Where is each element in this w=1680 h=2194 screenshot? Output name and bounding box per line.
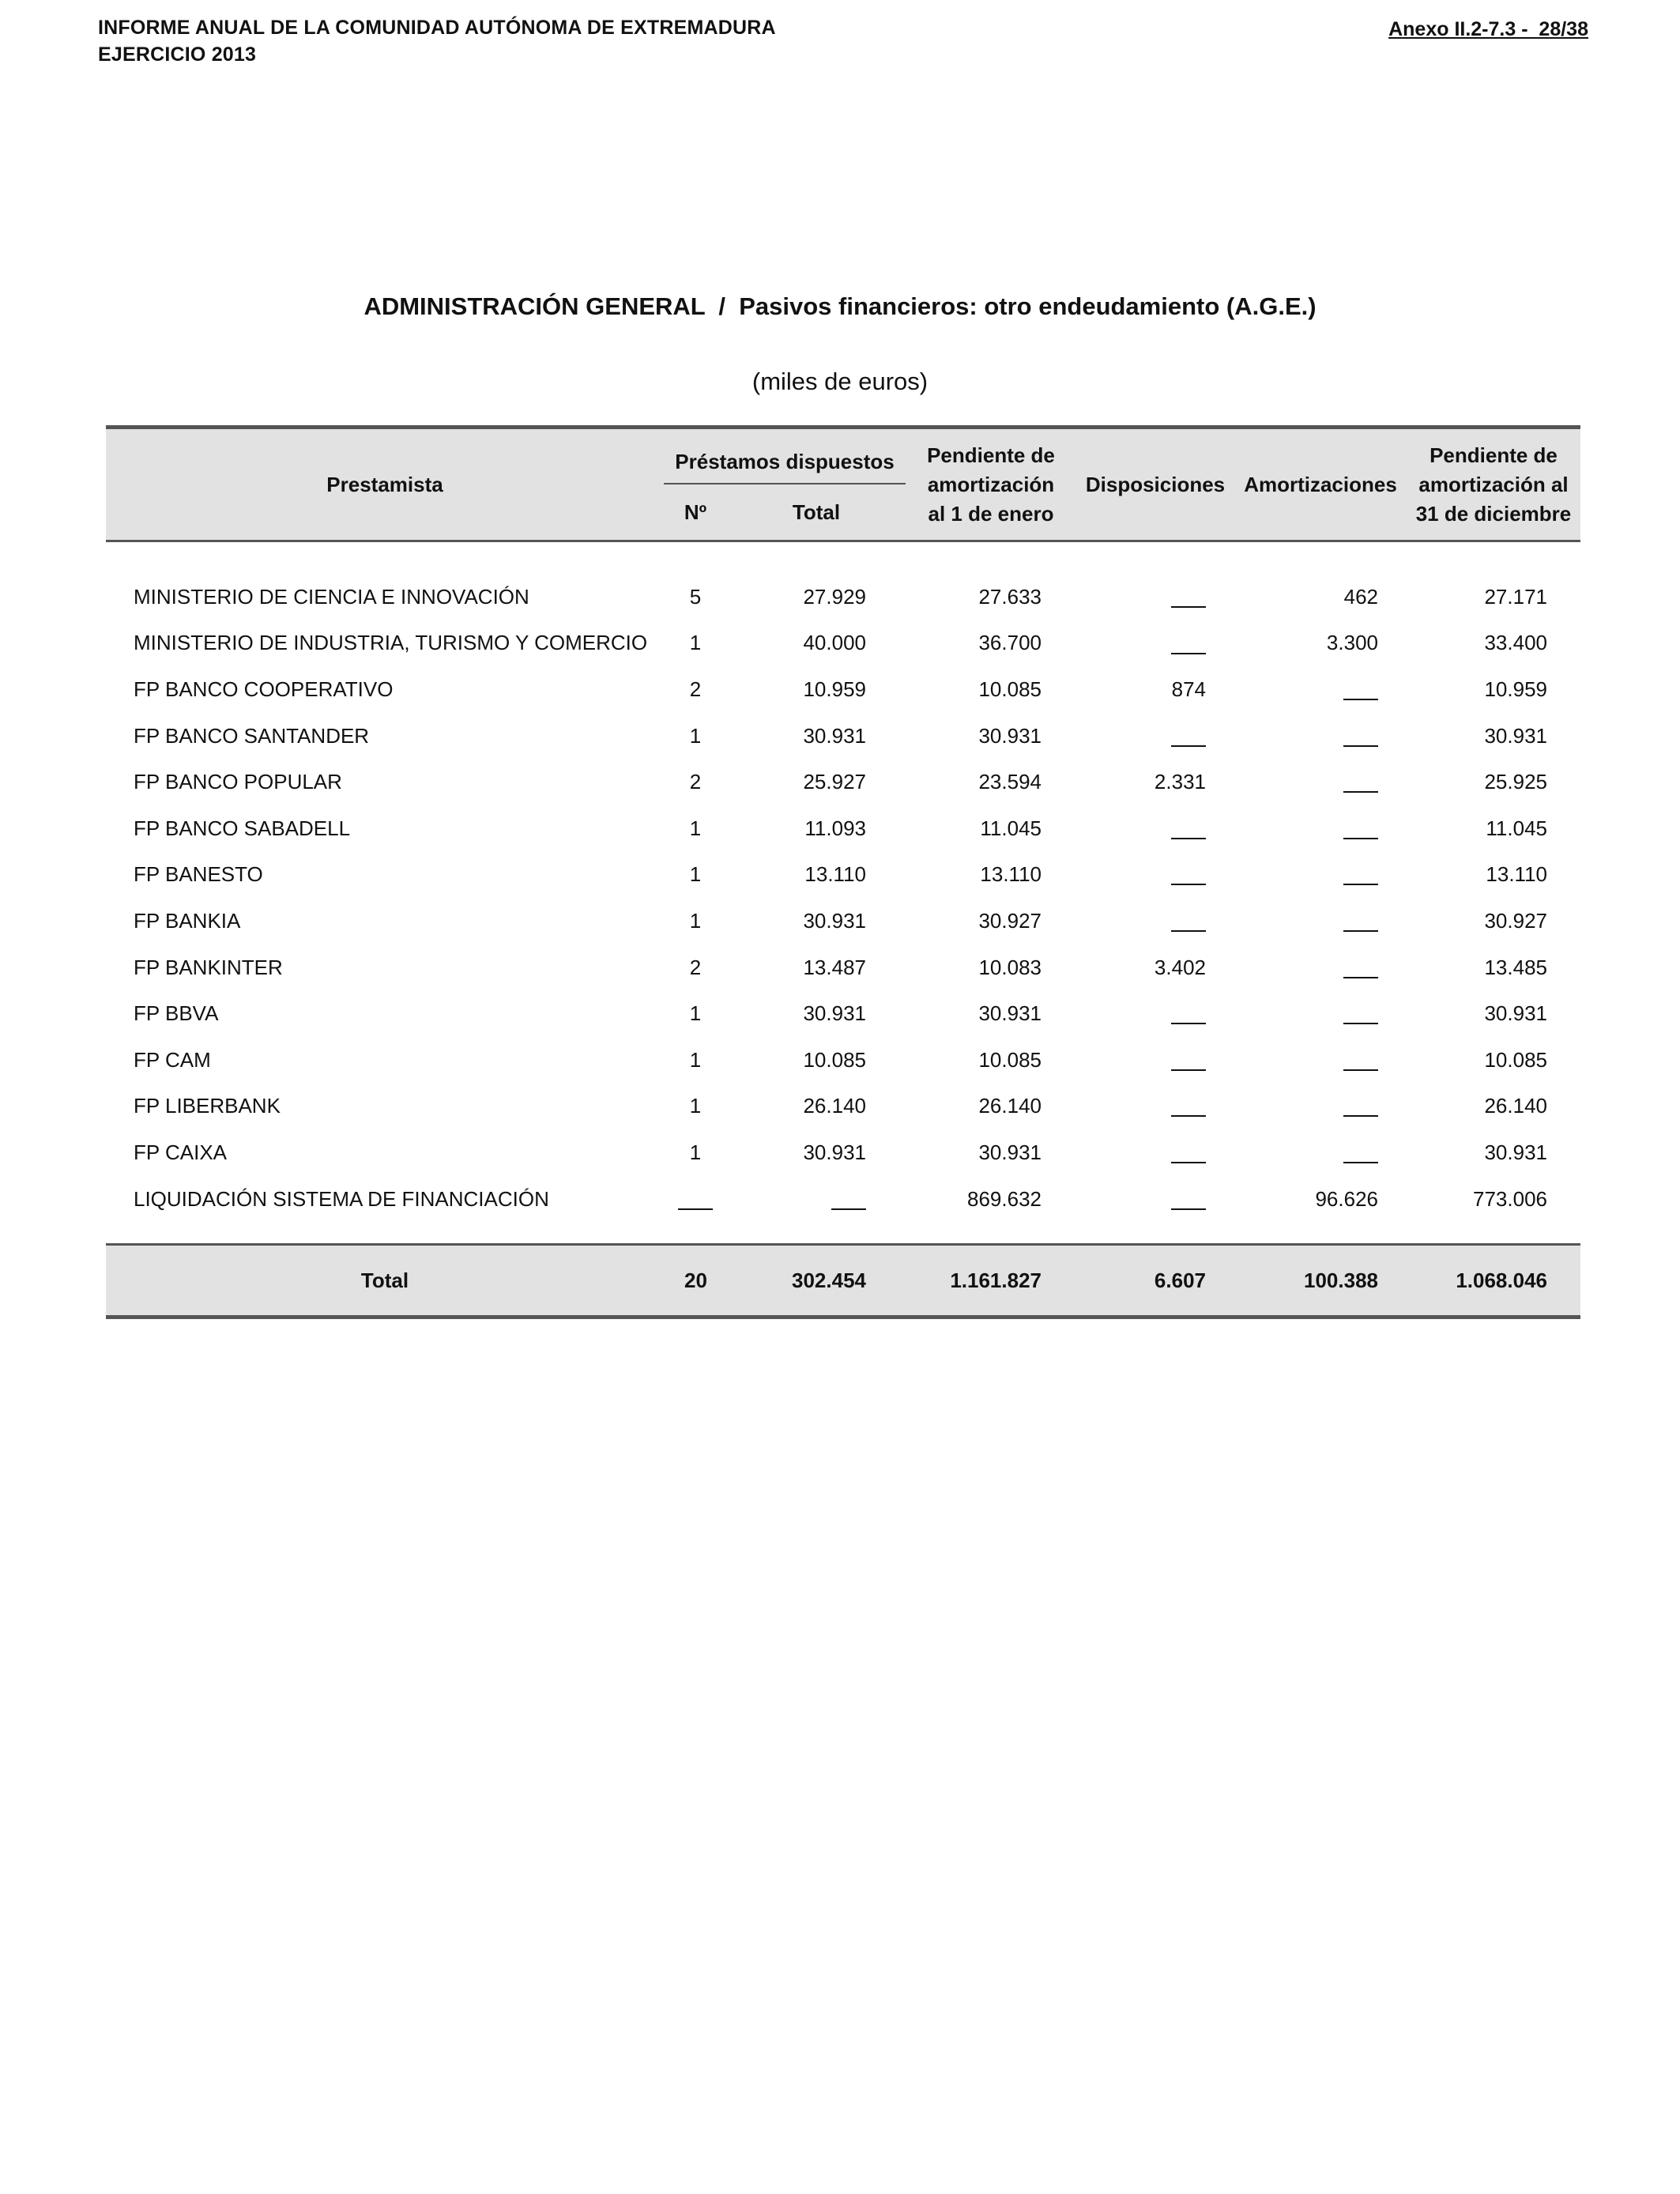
empty-dash [1171, 598, 1206, 608]
totals-row [106, 1245, 1580, 1318]
cell-pending-jan: 30.927 [978, 908, 1042, 933]
cell-loans-n: 1 [689, 862, 702, 887]
cell-disposals [1076, 620, 1234, 667]
totals-n: 20 [664, 1245, 727, 1318]
col-loans-group [664, 428, 906, 485]
cell-pending-dec: 13.485 [1484, 955, 1547, 979]
table-row [106, 1084, 1580, 1130]
col-disposals: Disposiciones [1076, 428, 1234, 541]
cell-loans-total: 13.487 [803, 955, 866, 979]
cell-disposals [1076, 1037, 1234, 1084]
cell-pending-dec: 30.931 [1484, 1001, 1547, 1026]
col-pending-dec-l3: 31 de diciembre [1415, 501, 1572, 526]
table-row [106, 574, 1580, 620]
table-row [106, 805, 1580, 852]
totals-total: 302.454 [727, 1245, 906, 1318]
cell-loans-n: 2 [689, 677, 702, 701]
cell-amortizations: 96.626 [1315, 1186, 1378, 1211]
empty-dash [1343, 1154, 1378, 1163]
empty-dash [1343, 969, 1378, 978]
totals-pending-dec: 1.068.046 [1407, 1245, 1580, 1318]
group-divider [664, 483, 906, 484]
cell-pending-jan: 869.632 [967, 1186, 1042, 1211]
cell-pending-jan: 10.083 [978, 955, 1042, 979]
cell-lender: FP BANCO POPULAR [134, 770, 342, 794]
cell-pending-jan: 30.931 [978, 723, 1042, 748]
cell-loans-total: 13.110 [804, 862, 866, 887]
cell-amortizations: 3.300 [1326, 631, 1378, 655]
table-units: (miles de euros) [751, 368, 929, 395]
cell-loans-n: 1 [689, 723, 702, 748]
cell-amortizations [1234, 852, 1407, 899]
cell-disposals: 3.402 [1154, 955, 1206, 979]
cell-lender: MINISTERIO DE INDUSTRIA, TURISMO Y COMERCIO [134, 631, 648, 655]
empty-dash [1171, 1154, 1206, 1163]
cell-pending-jan: 10.085 [978, 677, 1042, 701]
debt-table [106, 425, 1580, 1319]
empty-dash [1343, 922, 1378, 932]
report-header [98, 14, 776, 68]
empty-dash [678, 1201, 713, 1210]
cell-loans-total: 30.931 [803, 723, 866, 748]
cell-pending-dec: 26.140 [1484, 1094, 1547, 1118]
cell-pending-dec: 33.400 [1484, 631, 1547, 655]
cell-amortizations [1234, 898, 1407, 944]
cell-pending-dec: 773.006 [1473, 1186, 1547, 1211]
cell-loans-n: 1 [689, 1001, 702, 1026]
col-loans-total: Total [727, 484, 906, 541]
col-pending-dec-l1: Pendiente de [1430, 443, 1558, 467]
cell-lender: FP BANKIA [134, 908, 241, 933]
cell-amortizations [1234, 759, 1407, 805]
cell-pending-dec: 27.171 [1484, 584, 1547, 609]
totals-pending-jan: 1.161.827 [906, 1245, 1076, 1318]
cell-loans-n: 1 [689, 631, 702, 655]
cell-pending-jan: 11.045 [980, 816, 1042, 840]
totals-disposals: 6.607 [1076, 1245, 1234, 1318]
cell-loans-total: 11.093 [804, 816, 866, 840]
cell-amortizations [1234, 805, 1407, 852]
cell-pending-dec: 11.045 [1486, 816, 1547, 840]
cell-pending-jan: 27.633 [978, 584, 1042, 609]
cell-lender: FP BANKINTER [134, 955, 283, 979]
col-lender: Prestamista [106, 428, 664, 541]
cell-lender: FP BANCO SABADELL [134, 816, 351, 840]
cell-loans-n: 2 [689, 770, 702, 794]
cell-loans-total: 40.000 [803, 631, 866, 655]
cell-lender: FP BANCO COOPERATIVO [134, 677, 394, 701]
cell-lender: FP LIBERBANK [134, 1094, 281, 1118]
cell-pending-dec: 10.959 [1484, 677, 1547, 701]
cell-amortizations [1234, 1037, 1407, 1084]
cell-lender: MINISTERIO DE CIENCIA E INNOVACIÓN [134, 584, 529, 609]
empty-dash [1343, 1015, 1378, 1024]
col-pending-jan-l1: Pendiente de [927, 443, 1055, 467]
cell-loans-total: 25.927 [803, 770, 866, 794]
cell-pending-dec: 10.085 [1484, 1047, 1547, 1072]
table-title: ADMINISTRACIÓN GENERAL / Pasivos financieros: otro endeudamiento (A.G.E.) [363, 292, 1317, 320]
cell-pending-dec: 13.110 [1486, 862, 1547, 887]
cell-loans-total: 26.140 [803, 1094, 866, 1118]
empty-dash [1343, 1061, 1378, 1071]
cell-amortizations [1234, 1129, 1407, 1176]
table-row [106, 1176, 1580, 1223]
cell-pending-dec: 30.927 [1484, 908, 1547, 933]
table-header [106, 428, 1580, 541]
col-pending-dec-l2: amortización al [1418, 472, 1569, 496]
cell-lender: FP BBVA [134, 1001, 219, 1026]
cell-pending-jan: 23.594 [978, 770, 1042, 794]
empty-dash [1343, 830, 1378, 839]
cell-pending-dec: 30.931 [1484, 723, 1547, 748]
cell-amortizations [1234, 666, 1407, 713]
cell-disposals [1076, 852, 1234, 899]
cell-loans-n: 1 [689, 908, 702, 933]
report-title-line: INFORME ANUAL DE LA COMUNIDAD AUTÓNOMA DE EXTREMADURA [98, 17, 776, 39]
empty-dash [1171, 876, 1206, 885]
table-row [106, 898, 1580, 944]
cell-amortizations [1234, 1084, 1407, 1130]
cell-loans-n: 1 [689, 1140, 702, 1164]
cell-lender: FP BANESTO [134, 862, 263, 887]
cell-disposals [1076, 990, 1234, 1037]
cell-disposals: 2.331 [1154, 770, 1206, 794]
table-body [106, 541, 1580, 1245]
cell-loans-total: 27.929 [803, 584, 866, 609]
empty-dash [1343, 876, 1378, 885]
cell-pending-jan: 30.931 [978, 1140, 1042, 1164]
cell-loans-total: 10.959 [803, 677, 866, 701]
table-row [106, 1129, 1580, 1176]
empty-dash [1171, 1061, 1206, 1071]
cell-amortizations [1234, 990, 1407, 1037]
cell-loans-total: 30.931 [803, 908, 866, 933]
cell-lender: FP CAM [134, 1047, 211, 1072]
table-row [106, 713, 1580, 760]
col-loans-n: Nº [664, 484, 727, 541]
cell-disposals [1076, 1176, 1234, 1223]
empty-dash [1343, 691, 1378, 700]
report-year-line: EJERCICIO 2013 [98, 43, 257, 66]
table-row [106, 944, 1580, 991]
table-row [106, 666, 1580, 713]
empty-dash [1343, 1107, 1378, 1117]
col-loans-group-label: Préstamos dispuestos [675, 450, 895, 473]
cell-loans-n: 1 [689, 1047, 702, 1072]
col-pending-jan-l2: amortización [927, 472, 1055, 496]
empty-dash [1171, 830, 1206, 839]
cell-pending-dec: 30.931 [1484, 1140, 1547, 1164]
cell-amortizations [1234, 944, 1407, 991]
totals-amortizations: 100.388 [1234, 1245, 1407, 1318]
cell-pending-jan: 26.140 [978, 1094, 1042, 1118]
col-pending-jan [906, 428, 1076, 541]
empty-dash [1343, 783, 1378, 793]
cell-pending-jan: 36.700 [978, 631, 1042, 655]
cell-loans-total: 10.085 [803, 1047, 866, 1072]
empty-dash [831, 1201, 866, 1210]
table-row [106, 990, 1580, 1037]
cell-lender: LIQUIDACIÓN SISTEMA DE FINANCIACIÓN [134, 1186, 549, 1211]
cell-loans-n: 1 [689, 816, 702, 840]
col-pending-jan-l3: al 1 de enero [928, 501, 1054, 526]
cell-pending-jan: 13.110 [980, 862, 1042, 887]
empty-dash [1171, 1201, 1206, 1210]
cell-pending-jan: 10.085 [978, 1047, 1042, 1072]
cell-loans-n: 1 [689, 1094, 702, 1118]
empty-dash [1171, 737, 1206, 747]
empty-dash [1171, 922, 1206, 932]
table-row [106, 1037, 1580, 1084]
table-row [106, 759, 1580, 805]
cell-loans-n [664, 1176, 727, 1223]
cell-disposals: 874 [1171, 677, 1206, 701]
cell-disposals [1076, 1129, 1234, 1176]
cell-disposals [1076, 805, 1234, 852]
cell-loans-total [727, 1176, 906, 1223]
col-pending-dec [1407, 428, 1580, 541]
table-footer [106, 1245, 1580, 1318]
annex-reference: Anexo II.2-7.3 - 28/38 [1388, 18, 1588, 40]
totals-label: Total [106, 1245, 664, 1318]
cell-disposals [1076, 898, 1234, 944]
empty-dash [1171, 645, 1206, 654]
cell-disposals [1076, 713, 1234, 760]
cell-pending-dec: 25.925 [1484, 770, 1547, 794]
cell-lender: FP CAIXA [134, 1140, 228, 1164]
cell-pending-jan: 30.931 [978, 1001, 1042, 1026]
cell-lender: FP BANCO SANTANDER [134, 723, 370, 748]
table-row [106, 620, 1580, 667]
cell-disposals [1076, 574, 1234, 620]
empty-dash [1343, 737, 1378, 747]
cell-disposals [1076, 1084, 1234, 1130]
cell-amortizations [1234, 713, 1407, 760]
empty-dash [1171, 1107, 1206, 1117]
cell-loans-n: 5 [689, 584, 702, 609]
cell-loans-n: 2 [689, 955, 702, 979]
cell-amortizations: 462 [1343, 584, 1378, 609]
empty-dash [1171, 1015, 1206, 1024]
table-row [106, 852, 1580, 899]
col-amortizations: Amortizaciones [1234, 428, 1407, 541]
cell-loans-total: 30.931 [803, 1001, 866, 1026]
cell-loans-total: 30.931 [803, 1140, 866, 1164]
